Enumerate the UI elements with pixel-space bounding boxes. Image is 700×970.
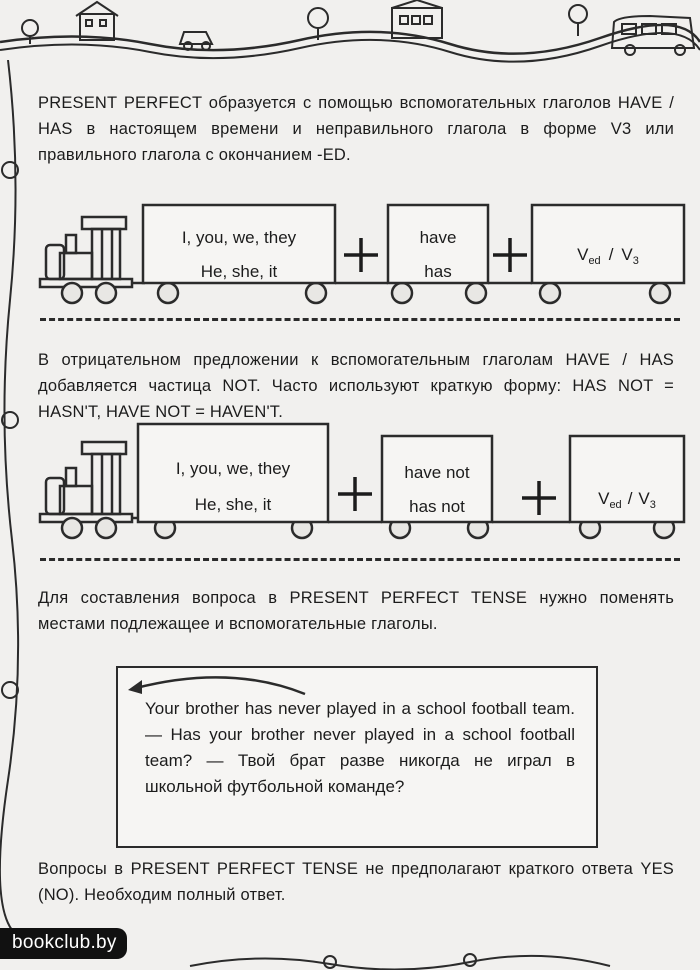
- subject-line-1: I, you, we, they: [181, 228, 297, 247]
- top-scenery-illustration: [0, 0, 700, 70]
- auxiliary-line-2: has: [424, 262, 452, 281]
- auxiliary-line-2: has not: [409, 497, 465, 516]
- example-text: Your brother has never played in a school football team. — Has your brother never played in a school football team? — Твой брат разве никогда не играл в школьной футбольной команде?: [145, 699, 575, 796]
- section-divider: [40, 558, 680, 561]
- house-icon: [76, 2, 118, 40]
- car-icon: [180, 32, 212, 50]
- section-divider: [40, 318, 680, 321]
- auxiliary-line-1: have: [419, 228, 457, 247]
- formation-paragraph: PRESENT PERFECT образуется с помощью вспомогательных глаголов HAVE / HAS в настоящем времени и неправильного глагола в форме V3 или правильного глагола с окончанием -ED.: [38, 94, 674, 164]
- subject-line-1: I, you, we, they: [175, 459, 291, 478]
- curved-arrow-icon: [120, 668, 320, 698]
- question-paragraph: Для составления вопроса в PRESENT PERFECT TENSE нужно поменять местами подлежащее и вспомогательные глаголы.: [38, 589, 674, 633]
- verb-wagon: [570, 436, 684, 522]
- auxiliary-line-1: have not: [404, 463, 470, 482]
- verb-formula: $V_{ed} / V_3$: [577, 245, 639, 267]
- answer-paragraph: Вопросы в PRESENT PERFECT TENSE не предполагают краткого ответа YES (NO). Необходим полный ответ.: [38, 860, 674, 904]
- locomotive-icon: [40, 442, 142, 522]
- watermark-badge: bookclub.by: [0, 928, 127, 959]
- negative-form-train-diagram: [0, 420, 700, 560]
- negative-paragraph: В отрицательном предложении к вспомогательным глаголам HAVE / HAS добавляется частица NOT. Часто используют краткую форму: HAS NOT = HASN'T, HAVE NOT = HAVEN'T.: [38, 351, 674, 421]
- verb-formula: $V_{ed} / V_3$: [598, 489, 656, 511]
- verb-wagon: [532, 205, 684, 283]
- locomotive-icon: [40, 217, 145, 287]
- positive-form-train-diagram: [0, 195, 700, 315]
- subject-line-2: He, she, it: [200, 262, 278, 281]
- wheel-icon: [62, 283, 670, 303]
- subject-line-2: He, she, it: [194, 495, 272, 514]
